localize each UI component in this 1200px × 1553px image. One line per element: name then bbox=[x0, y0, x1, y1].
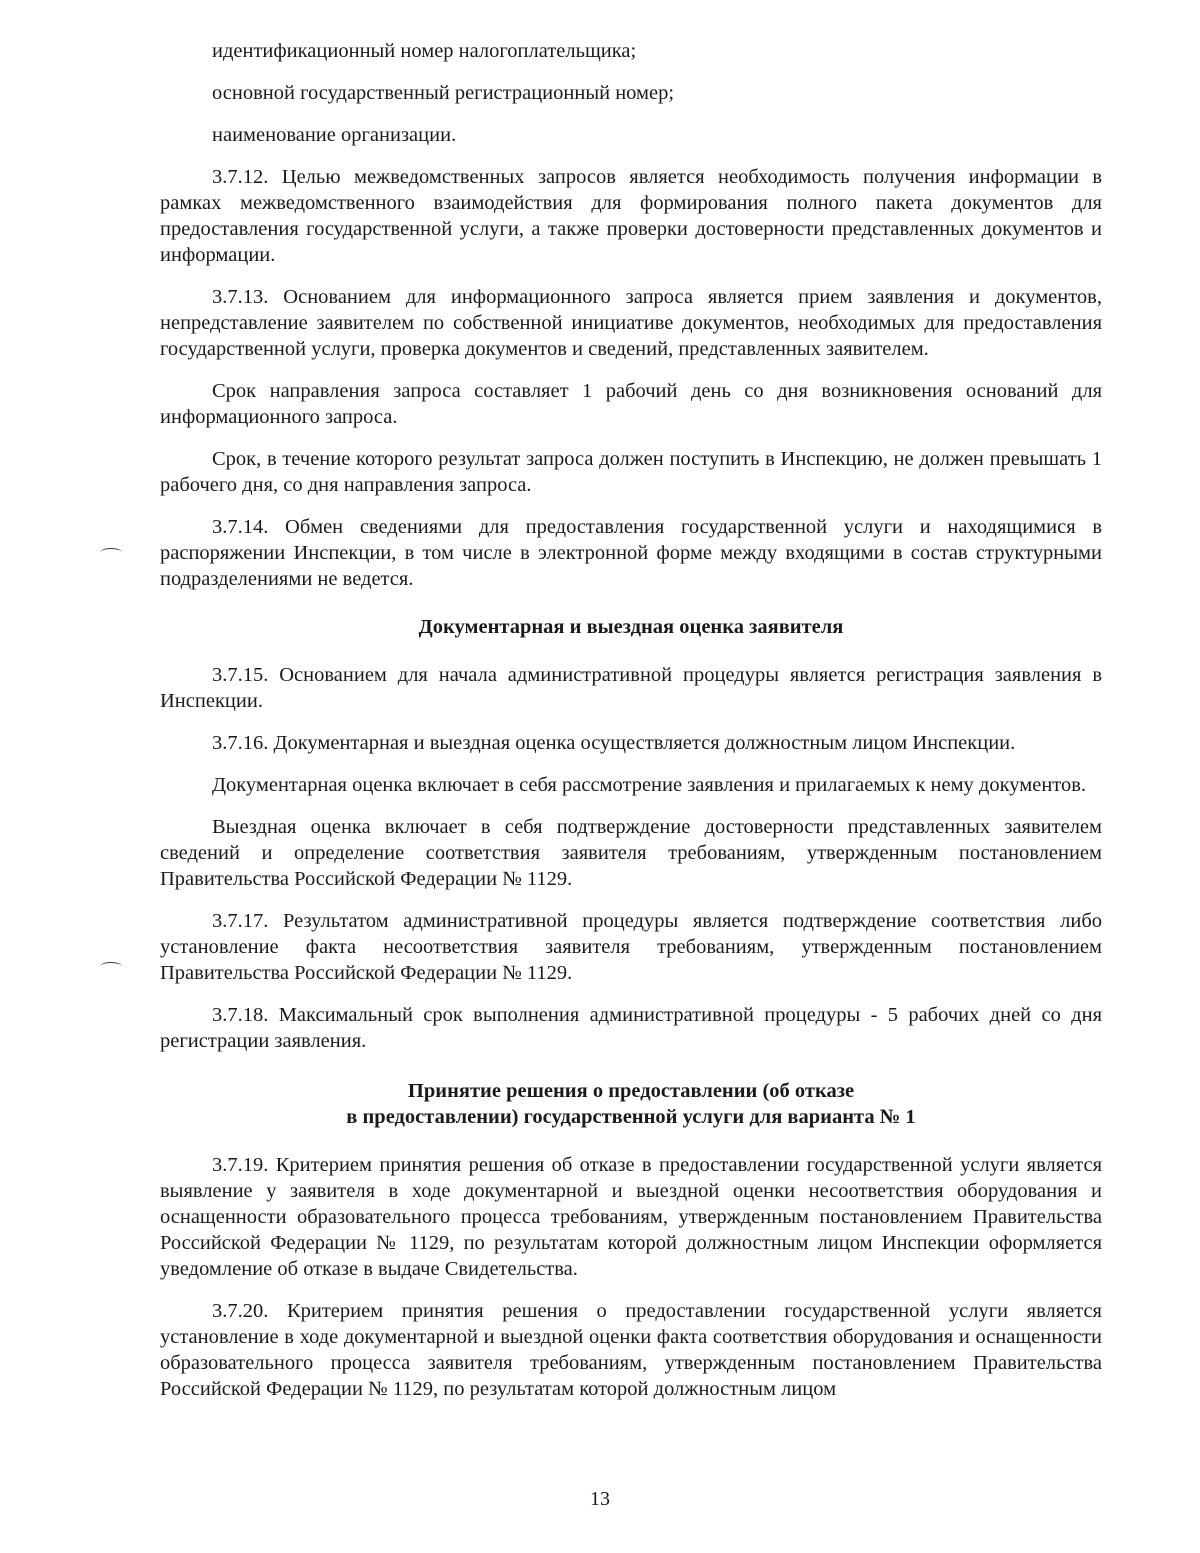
paragraph-3-7-18: 3.7.18. Максимальный срок выполнения административной процедуры - 5 рабочих дней со дня регистрации заявления. bbox=[160, 1004, 1102, 1052]
document-page bbox=[160, 38, 1102, 1402]
section-heading-assessment: Документарная и выездная оценка заявителя bbox=[418, 616, 844, 638]
margin-scan-mark bbox=[100, 548, 122, 557]
paragraph-3-7-12: 3.7.12. Целью межведомственных запросов является необходимость получения информации в рамках межведомственного взаимодействия для формирования полного пакета документов для предоставления государственной услуги, а также проверки достоверности представленных документов и информации. bbox=[160, 166, 1102, 266]
list-item: наименование организации. bbox=[212, 124, 457, 146]
section-heading-decision-line-2: в предоставлении) государственной услуги для варианта № 1 bbox=[346, 1106, 916, 1128]
paragraph-3-7-16: 3.7.16. Документарная и выездная оценка осуществляется должностным лицом Инспекции. bbox=[212, 732, 1016, 754]
paragraph-3-7-14: 3.7.14. Обмен сведениями для предоставления государственной услуги и находящимися в распоряжении Инспекции, в том числе в электронной форме между входящими в состав структурными подразделениями не ведется. bbox=[160, 516, 1102, 590]
page-number: 13 bbox=[590, 1488, 610, 1510]
paragraph-response-deadline: Срок, в течение которого результат запроса должен поступить в Инспекцию, не должен превышать 1 рабочего дня, со дня направления запроса. bbox=[160, 448, 1102, 496]
paragraph-3-7-17: 3.7.17. Результатом административной процедуры является подтверждение соответствия либо установление факта несоответствия заявителя требованиям, утвержденным постановлением Правительства Российской Федерации № 1129. bbox=[160, 910, 1102, 984]
list-item: основной государственный регистрационный номер; bbox=[212, 82, 675, 104]
list-item: идентификационный номер налогоплательщика; bbox=[212, 40, 637, 62]
paragraph-documentary-assessment: Документарная оценка включает в себя рассмотрение заявления и прилагаемых к нему документов. bbox=[212, 774, 1087, 796]
paragraph-3-7-13: 3.7.13. Основанием для информационного запроса является прием заявления и документов, непредставление заявителем по собственной инициативе документов, необходимых для предоставления государственной услуги, проверка документов и сведений, представленных заявителем. bbox=[160, 286, 1102, 360]
section-heading-decision-line-1: Принятие решения о предоставлении (об отказе bbox=[407, 1080, 855, 1102]
paragraph-3-7-15: 3.7.15. Основанием для начала административной процедуры является регистрация заявления в Инспекции. bbox=[160, 664, 1102, 712]
paragraph-3-7-20: 3.7.20. Критерием принятия решения о предоставлении государственной услуги является установление в ходе документарной и выездной оценки факта соответствия оборудования и оснащенности образовательного процесса заявителя требованиям, утвержденным постановлением Правительства Российской Федерации № 1129, по результатам которой должностным лицом bbox=[160, 1300, 1102, 1400]
margin-scan-mark bbox=[100, 962, 122, 971]
paragraph-request-deadline: Срок направления запроса составляет 1 рабочий день со дня возникновения оснований для информационного запроса. bbox=[160, 380, 1102, 428]
paragraph-3-7-19: 3.7.19. Критерием принятия решения об отказе в предоставлении государственной услуги является выявление у заявителя в ходе документарной и выездной оценки несоответствия оборудования и оснащенности образовательного процесса требованиям, утвержденным постановлением Правительства Российской Федерации № 1129, по результатам которой должностным лицом Инспекции оформляется уведомление об отказе в выдаче Свидетельства. bbox=[160, 1154, 1102, 1280]
paragraph-onsite-assessment: Выездная оценка включает в себя подтверждение достоверности представленных заявителем сведений и определение соответствия заявителя требованиям, утвержденным постановлением Правительства Российской Федерации № 1129. bbox=[160, 816, 1102, 890]
